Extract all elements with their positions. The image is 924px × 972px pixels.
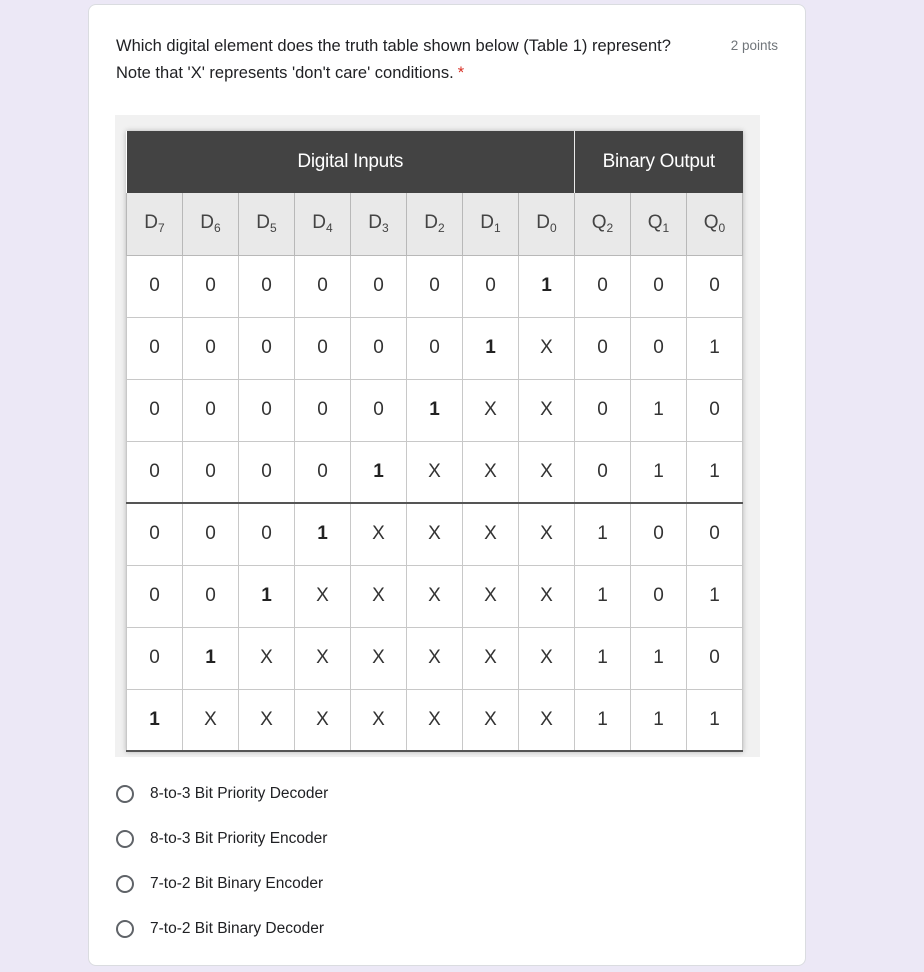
- column-header-letter: Q: [703, 212, 719, 234]
- column-header-subscript: 7: [158, 221, 165, 236]
- table-cell: X: [407, 503, 463, 565]
- table-cell: 0: [295, 317, 351, 379]
- column-header-letter: D: [536, 212, 551, 234]
- table-cell: 0: [183, 441, 239, 503]
- column-header-q1: [631, 193, 687, 255]
- table-cell: X: [351, 689, 407, 751]
- column-header-letter: D: [368, 212, 383, 234]
- column-header-letter: D: [480, 212, 495, 234]
- answer-option-label[interactable]: 7-to-2 Bit Binary Decoder: [150, 919, 325, 937]
- column-header-q0: [687, 193, 743, 255]
- table-cell: X: [239, 627, 295, 689]
- table-cell: 0: [687, 255, 743, 317]
- column-header-subscript: 2: [606, 221, 614, 236]
- table-cell: 0: [407, 317, 463, 379]
- table-cell: 0: [351, 255, 407, 317]
- question-card: [88, 4, 806, 966]
- table-cell: 0: [183, 565, 239, 627]
- column-header-d3: [351, 193, 407, 255]
- table-cell: 0: [127, 379, 183, 441]
- table-cell: X: [183, 689, 239, 751]
- table-cell: 1: [463, 317, 519, 379]
- column-header-letter: D: [256, 212, 271, 234]
- group-header-row: [127, 131, 743, 193]
- table-cell: 0: [183, 503, 239, 565]
- table-cell: 0: [239, 317, 295, 379]
- question-text: Which digital element does the truth table shown below (Table 1) represent? Note that 'X' represents 'don't care' conditions.: [116, 37, 671, 82]
- table-cell: 1: [519, 255, 575, 317]
- table-cell: X: [463, 689, 519, 751]
- column-header-d0: [519, 193, 575, 255]
- table-cell: 1: [631, 627, 687, 689]
- table-cell: 0: [687, 503, 743, 565]
- answer-option[interactable]: [116, 816, 328, 861]
- question-title: [116, 33, 676, 87]
- column-header-subscript: 2: [438, 221, 445, 236]
- table-cell: 0: [463, 255, 519, 317]
- table-cell: 0: [239, 503, 295, 565]
- column-header-d1: [463, 193, 519, 255]
- column-header-d7: [127, 193, 183, 255]
- table-cell: X: [519, 441, 575, 503]
- table-cell: X: [351, 565, 407, 627]
- table-cell: 1: [183, 627, 239, 689]
- table-cell: 0: [239, 255, 295, 317]
- table-row: [127, 441, 743, 503]
- answer-options: [116, 771, 328, 951]
- table-cell: 0: [127, 503, 183, 565]
- table-cell: 0: [575, 379, 631, 441]
- column-header-subscript: 5: [270, 221, 277, 236]
- answer-option[interactable]: [116, 771, 328, 816]
- table-cell: X: [407, 565, 463, 627]
- table-row: [127, 565, 743, 627]
- table-cell: 0: [239, 441, 295, 503]
- table-cell: 0: [407, 255, 463, 317]
- table-cell: 0: [575, 255, 631, 317]
- table-cell: X: [239, 689, 295, 751]
- column-header-letter: D: [424, 212, 439, 234]
- table-cell: 1: [687, 689, 743, 751]
- table-cell: 1: [127, 689, 183, 751]
- table-cell: X: [351, 627, 407, 689]
- table-cell: 0: [687, 627, 743, 689]
- column-header-subscript: 0: [718, 221, 726, 236]
- table-cell: 1: [631, 689, 687, 751]
- table-row: [127, 379, 743, 441]
- table-cell: 1: [687, 565, 743, 627]
- table-cell: X: [407, 627, 463, 689]
- column-header-letter: D: [200, 212, 215, 234]
- column-header-letter: D: [144, 212, 159, 234]
- table-cell: 0: [575, 317, 631, 379]
- column-header-subscript: 6: [214, 221, 221, 236]
- column-header-d4: [295, 193, 351, 255]
- table-cell: 1: [575, 689, 631, 751]
- table-cell: X: [463, 379, 519, 441]
- table-cell: X: [407, 689, 463, 751]
- table-cell: 1: [575, 565, 631, 627]
- table-cell: 0: [295, 255, 351, 317]
- answer-option[interactable]: [116, 861, 328, 906]
- required-asterisk: *: [457, 64, 465, 82]
- points-label: 2 points: [730, 38, 778, 53]
- radio-button[interactable]: [116, 920, 134, 938]
- table-cell: X: [463, 441, 519, 503]
- table-cell: X: [519, 689, 575, 751]
- radio-button[interactable]: [116, 830, 134, 848]
- truth-table-body: [127, 255, 743, 751]
- table-cell: 0: [687, 379, 743, 441]
- table-cell: X: [295, 565, 351, 627]
- radio-button[interactable]: [116, 785, 134, 803]
- table-cell: 0: [183, 255, 239, 317]
- table-cell: X: [519, 317, 575, 379]
- table-row: [127, 627, 743, 689]
- table-row: [127, 317, 743, 379]
- table-cell: X: [519, 503, 575, 565]
- table-cell: 0: [351, 379, 407, 441]
- table-cell: X: [463, 565, 519, 627]
- table-cell: 0: [183, 379, 239, 441]
- table-cell: 0: [631, 503, 687, 565]
- column-header-subscript: 4: [326, 221, 333, 236]
- table-cell: X: [351, 503, 407, 565]
- table-cell: 0: [631, 565, 687, 627]
- column-header-letter: Q: [591, 212, 607, 234]
- table-row: [127, 503, 743, 565]
- table-cell: 0: [127, 441, 183, 503]
- column-header-letter: Q: [647, 212, 663, 234]
- column-header-row: [127, 193, 743, 255]
- table-cell: X: [519, 627, 575, 689]
- column-header-subscript: 3: [382, 221, 389, 236]
- table-cell: 0: [127, 565, 183, 627]
- column-header-letter: D: [312, 212, 327, 234]
- column-header-subscript: 1: [662, 221, 670, 236]
- table-cell: 1: [351, 441, 407, 503]
- column-header-d2: [407, 193, 463, 255]
- table-cell: 0: [351, 317, 407, 379]
- table-cell: 1: [575, 627, 631, 689]
- truth-table-image: [115, 115, 760, 757]
- table-cell: 1: [631, 441, 687, 503]
- table-row: [127, 689, 743, 751]
- truth-table: [126, 131, 743, 752]
- table-cell: 1: [407, 379, 463, 441]
- table-cell: X: [295, 689, 351, 751]
- table-cell: 1: [239, 565, 295, 627]
- column-header-d5: [239, 193, 295, 255]
- table-cell: 0: [127, 317, 183, 379]
- table-cell: 0: [631, 317, 687, 379]
- table-cell: 0: [183, 317, 239, 379]
- table-cell: 1: [687, 441, 743, 503]
- table-cell: 0: [575, 441, 631, 503]
- column-header-subscript: 0: [550, 221, 557, 236]
- table-cell: 0: [239, 379, 295, 441]
- binary-output-header: Binary Output: [575, 131, 743, 193]
- table-cell: 0: [295, 441, 351, 503]
- answer-option[interactable]: [116, 906, 328, 951]
- table-row: [127, 255, 743, 317]
- table-cell: 0: [295, 379, 351, 441]
- table-cell: X: [463, 627, 519, 689]
- answer-option-label[interactable]: 7-to-2 Bit Binary Encoder: [150, 874, 324, 892]
- table-cell: 1: [687, 317, 743, 379]
- table-cell: 1: [631, 379, 687, 441]
- column-header-d6: [183, 193, 239, 255]
- table-cell: X: [407, 441, 463, 503]
- table-cell: X: [295, 627, 351, 689]
- column-header-subscript: 1: [494, 221, 501, 236]
- answer-option-label[interactable]: 8-to-3 Bit Priority Decoder: [150, 784, 329, 802]
- table-cell: 0: [631, 255, 687, 317]
- table-cell: X: [519, 379, 575, 441]
- table-cell: X: [463, 503, 519, 565]
- answer-option-label[interactable]: 8-to-3 Bit Priority Encoder: [150, 829, 328, 847]
- table-cell: 1: [295, 503, 351, 565]
- table-cell: 1: [575, 503, 631, 565]
- digital-inputs-header: Digital Inputs: [127, 131, 575, 193]
- column-header-q2: [575, 193, 631, 255]
- table-cell: X: [519, 565, 575, 627]
- radio-button[interactable]: [116, 875, 134, 893]
- table-cell: 0: [127, 255, 183, 317]
- table-cell: 0: [127, 627, 183, 689]
